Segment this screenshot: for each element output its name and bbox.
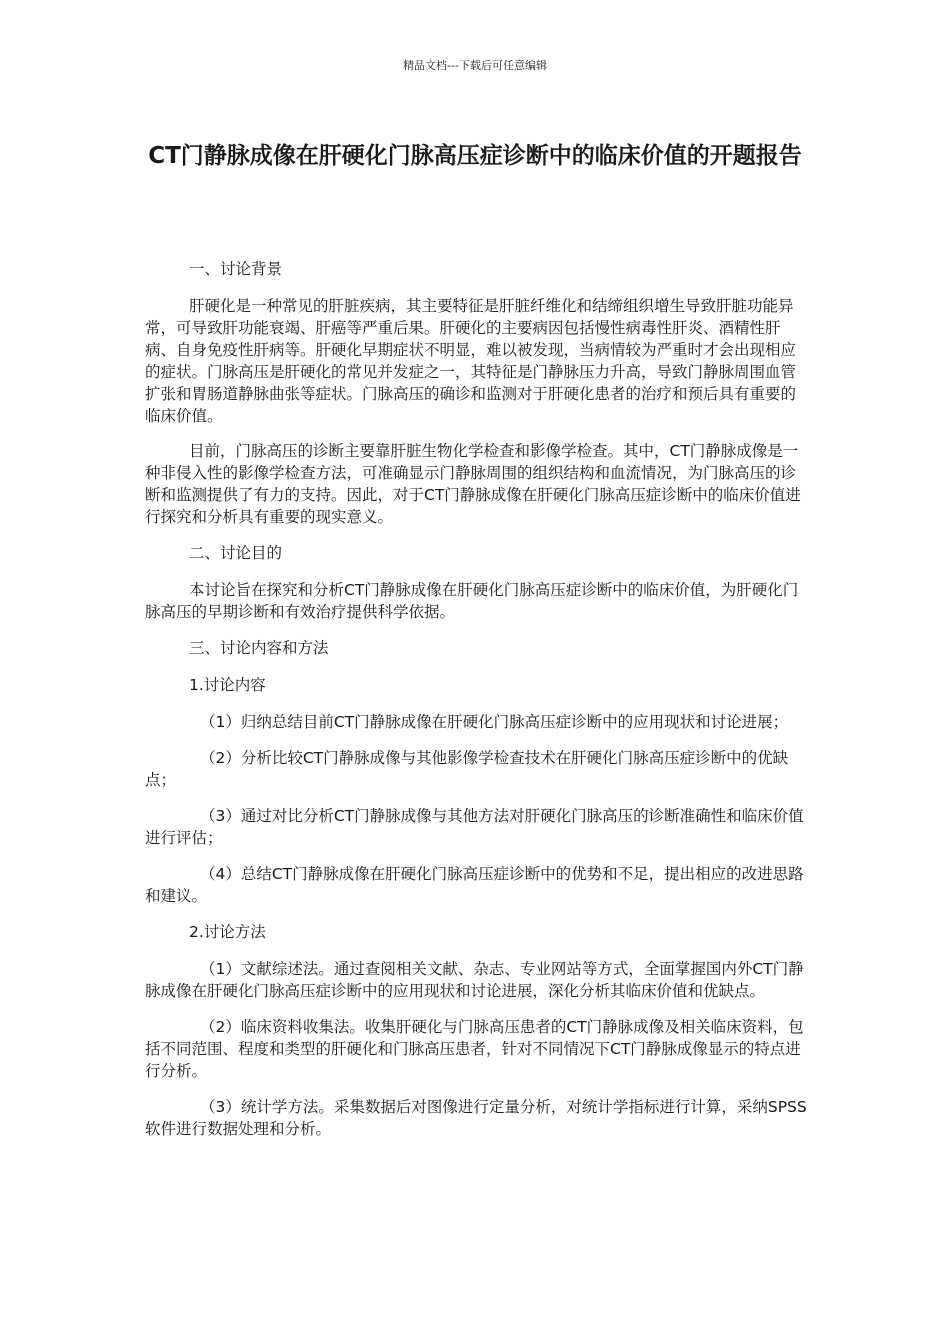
section-heading: 一、讨论背景	[189, 260, 283, 278]
list-item: （1）归纳总结目前CT门静脉成像在肝硬化门脉高压症诊断中的应用现状和讨论进展；	[200, 713, 789, 731]
paragraph: 肝硬化是一种常见的肝脏疾病，其主要特征是肝脏纤维化和结缔组织增生导致肝脏功能异常，可导致肝功能衰竭、肝癌等严重后果。肝硬化的主要病因包括慢性病毒性肝炎、酒精性肝病、自身免疫性肝病等。肝硬化早期症状不明显，难以被发现，当病情较为严重时才会出现相应的症状。门脉高压是肝硬化的常见并发症之一，其特征是门静脉压力升高，导致门静脉周围血管扩张和胃肠道静脉曲张等症状。门脉高压的确诊和监测对于肝硬化患者的治疗和预后具有重要的临床价值。	[145, 297, 797, 425]
section-heading: 三、讨论内容和方法	[189, 639, 329, 657]
list-item: （4）总结CT门静脉成像在肝硬化门脉高压症诊断中的优势和不足，提出相应的改进思路和建议。	[145, 865, 804, 905]
subsection-heading: 2.讨论方法	[189, 923, 266, 941]
subsection-heading: 1.讨论内容	[189, 676, 266, 694]
document-body	[145, 258, 808, 1140]
page-header: 精品文档---下载后可任意编辑	[403, 59, 547, 72]
document-title: CT门静脉成像在肝硬化门脉高压症诊断中的临床价值的开题报告	[148, 143, 802, 169]
list-item: （2）临床资料收集法。收集肝硬化与门脉高压患者的CT门静脉成像及相关临床资料，包括不同范围、程度和类型的肝硬化和门脉高压患者，针对不同情况下CT门静脉成像显示的特点进行分析。	[145, 1018, 804, 1080]
paragraph: 本讨论旨在探究和分析CT门静脉成像在肝硬化门脉高压症诊断中的临床价值，为肝硬化门脉高压的早期诊断和有效治疗提供科学依据。	[145, 581, 799, 621]
list-item: （3）通过对比分析CT门静脉成像与其他方法对肝硬化门脉高压的诊断准确性和临床价值进行评估；	[145, 807, 804, 847]
list-item: （3）统计学方法。采集数据后对图像进行定量分析，对统计学指标进行计算，采纳SPSS软件进行数据处理和分析。	[145, 1098, 807, 1138]
paragraph: 目前，门脉高压的诊断主要靠肝脏生物化学检查和影像学检查。其中，CT门静脉成像是一种非侵入性的影像学检查方法，可准确显示门静脉周围的组织结构和血流情况，为门脉高压的诊断和监测提供了有力的支持。因此，对于CT门静脉成像在肝硬化门脉高压症诊断中的临床价值进行探究和分析具有重要的现实意义。	[145, 442, 801, 526]
list-item: （2）分析比较CT门静脉成像与其他影像学检查技术在肝硬化门脉高压症诊断中的优缺点；	[145, 749, 789, 789]
list-item: （1）文献综述法。通过查阅相关文献、杂志、专业网站等方式，全面掌握国内外CT门静脉成像在肝硬化门脉高压症诊断中的应用现状和讨论进展，深化分析其临床价值和优缺点。	[145, 960, 804, 1000]
section-heading: 二、讨论目的	[189, 544, 283, 562]
